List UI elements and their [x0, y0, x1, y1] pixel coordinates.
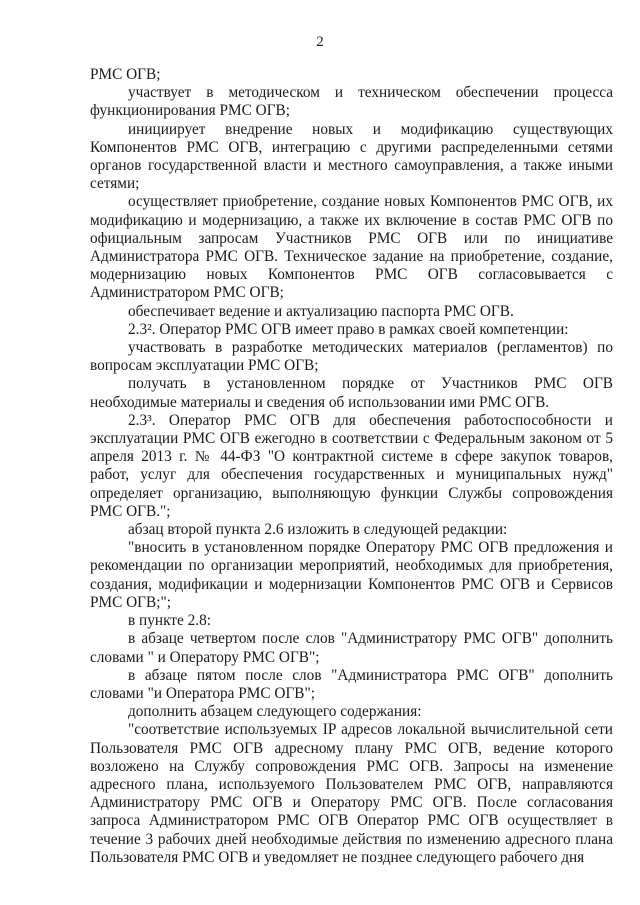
paragraph: участвовать в разработке методических материалов (регламентов) по вопросам эксплуатации РМС ОГВ; — [90, 339, 613, 375]
paragraph: в абзаце пятом после слов "Администратора РМС ОГВ" дополнить словами "и Оператора РМС ОГВ"; — [90, 666, 613, 702]
paragraph: абзац второй пункта 2.6 изложить в следующей редакции: — [128, 521, 508, 539]
page-number: 2 — [316, 34, 324, 50]
document-body — [90, 66, 613, 867]
paragraph: "соответствие используемых IP адресов локальной вычислительной сети Пользователя РМС ОГВ адресному плану РМС ОГВ, ведение которого возложено на Службу сопровождения РМС ОГВ. Запросы на изменение адресного плана, используемого Пользователем РМС ОГВ, направляются Администратору РМС ОГВ и Оператору РМС ОГВ. После согласования запроса Администратором РМС ОГВ Оператор РМС ОГВ осуществляет в течение 3 рабочих дней необходимые действия по изменению адресного плана Пользователя РМС ОГВ и уведомляет не позднее следующего рабочего дня — [90, 721, 613, 866]
paragraph: РМС ОГВ; — [90, 66, 161, 83]
clause-heading: 2.3². Оператор РМС ОГВ имеет право в рамках своей компетенции: — [128, 320, 569, 338]
paragraph: дополнить абзацем следующего содержания: — [128, 703, 422, 721]
paragraph: обеспечивает ведение и актуализацию паспорта РМС ОГВ. — [128, 302, 514, 320]
clause-heading: 2.3³. Оператор РМС ОГВ для обеспечения работоспособности и эксплуатации РМС ОГВ ежегодно в соответствии с Федеральным законом от 5 апреля 2013 г. № 44-ФЗ "О контрактной системе в сфере закупок товаров, работ, услуг для обеспечения государственных и муниципальных нужд" определяет организацию, выполняющую функции Службы сопровождения РМС ОГВ."; — [90, 411, 613, 520]
paragraph: в абзаце четвертом после слов "Администратору РМС ОГВ" дополнить словами " и Оператору РМС ОГВ"; — [90, 630, 613, 666]
paragraph: участвует в методическом и техническом обеспечении процесса функционирования РМС ОГВ; — [90, 84, 613, 120]
paragraph: осуществляет приобретение, создание новых Компонентов РМС ОГВ, их модификацию и модернизацию, а также их включение в состав РМС ОГВ по официальным запросам Участников РМС ОГВ или по инициативе Администратора РМС ОГВ. Техническое задание на приобретение, создание, модернизацию новых Компонентов РМС ОГВ согласовывается с Администратором РМС ОГВ; — [90, 193, 613, 302]
paragraph: инициирует внедрение новых и модификацию существующих Компонентов РМС ОГВ, интеграцию с другими распределенными сетями органов государственной власти и местного самоуправления, а также иными сетями; — [90, 120, 613, 193]
paragraph: "вносить в установленном порядке Оператору РМС ОГВ предложения и рекомендации по организации мероприятий, необходимых для приобретения, создания, модификации и модернизации Компонентов РМС ОГВ и Сервисов РМС ОГВ;"; — [90, 539, 613, 611]
paragraph: в пункте 2.8: — [128, 612, 211, 630]
paragraph: получать в установленном порядке от Участников РМС ОГВ необходимые материалы и сведения об использовании ими РМС ОГВ. — [90, 375, 613, 411]
